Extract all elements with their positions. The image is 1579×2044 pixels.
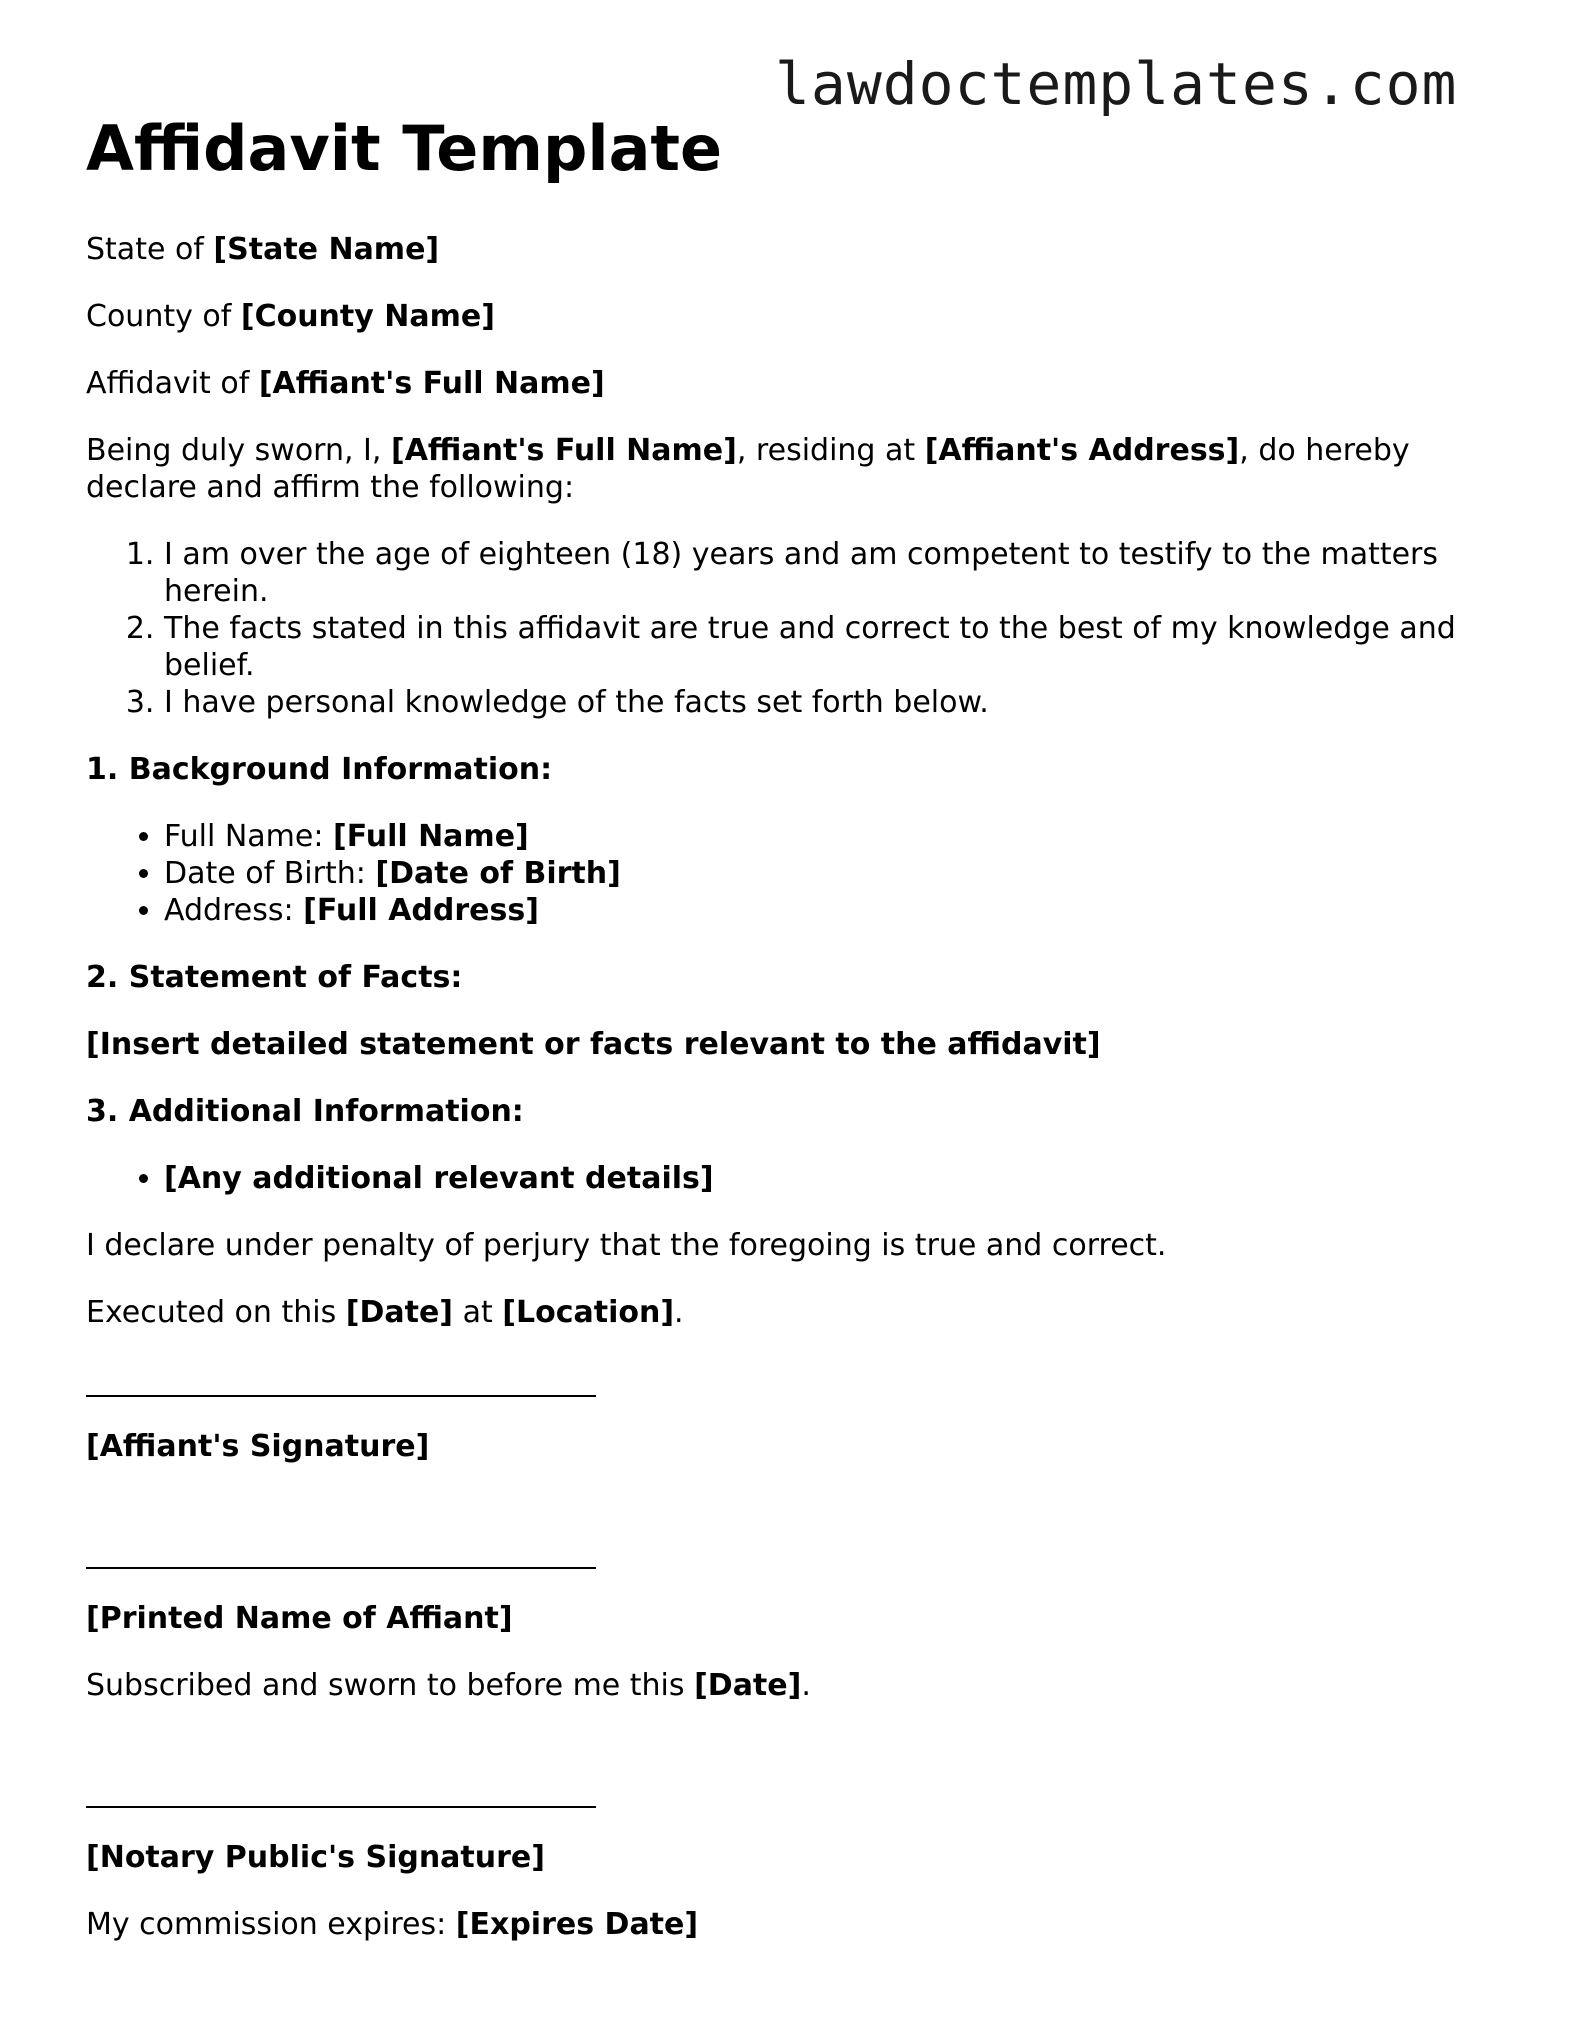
intro-text-3: , do hereby declare and affirm the following: [86,433,1410,505]
state-label: State of [86,232,204,267]
subscribed-text-1: Subscribed and sworn to before me this [86,1668,685,1703]
site-watermark: lawdoctemplates.com [775,50,1458,118]
list-item-label: Date of Birth: [164,856,366,891]
affiant-signature-line [86,1361,1506,1398]
executed-location-placeholder: [Location] [502,1295,675,1330]
list-item-placeholder: [Full Address] [303,893,539,928]
subscribed-text-2: . [801,1668,811,1703]
county-placeholder: [County Name] [240,299,495,334]
intro-paragraph [86,432,1506,506]
statement-placeholder [86,1026,1506,1063]
section3-heading-text: 3. Additional Information: [86,1094,524,1129]
affiant-name-placeholder: [Affiant's Full Name] [258,366,605,401]
state-line [86,231,1506,268]
county-label: County of [86,299,232,334]
list-item-placeholder: [Full Name] [333,819,529,854]
document-title: Affidavit Template [86,112,723,185]
section1-heading-text: 1. Background Information: [86,752,553,787]
declaration-item: 1. I am over the age of eighteen (18) years and am competent to testify to the matters herein. [164,536,1506,610]
section2-heading [86,959,1506,996]
affidavit-of-line [86,365,1506,402]
commission-line [86,1906,1506,1943]
section1-heading [86,751,1506,788]
intro-name-placeholder: [Affiant's Full Name] [391,433,737,468]
intro-text-1: Being duly sworn, I, [86,433,382,468]
perjury-statement: I declare under penalty of perjury that the foregoing is true and correct. [86,1228,1167,1263]
subscribed-line [86,1667,1506,1704]
executed-text-1: Executed on this [86,1295,337,1330]
executed-text-3: . [674,1295,684,1330]
list-item [164,855,1506,892]
list-item-label: Full Name: [164,819,324,854]
list-item-placeholder: [Any additional relevant details] [164,1161,714,1196]
declaration-item: 2. The facts stated in this affidavit are true and correct to the best of my knowledge and belief. [164,610,1506,684]
notary-signature-label [86,1839,1506,1876]
additional-list [86,1160,1506,1197]
subscribed-date-placeholder: [Date] [694,1668,802,1703]
list-item-label: Address: [164,893,294,928]
commission-date-placeholder: [Expires Date] [455,1907,699,1942]
statement-placeholder-text: [Insert detailed statement or facts relevant to the affidavit] [86,1027,1101,1062]
executed-date-placeholder: [Date] [345,1295,454,1330]
list-item [164,818,1506,855]
commission-label: My commission expires: [86,1907,447,1942]
section3-heading [86,1093,1506,1130]
affidavit-document [86,105,1506,1973]
executed-text-2: at [462,1295,493,1330]
declarations-list [86,536,1506,721]
notary-signature-text: [Notary Public's Signature] [86,1840,545,1875]
intro-address-placeholder: [Affiant's Address] [924,433,1240,468]
notary-signature-line [86,1772,1506,1809]
list-item [164,1160,1506,1197]
affidavit-of-label: Affidavit of [86,366,250,401]
printed-name-line [86,1533,1506,1570]
printed-name-label [86,1600,1506,1637]
list-item [164,892,1506,929]
affiant-signature-text: [Affiant's Signature] [86,1429,430,1464]
declaration-item: 3. I have personal knowledge of the facts set forth below. [164,684,1506,721]
section2-heading-text: 2. Statement of Facts: [86,960,463,995]
intro-text-2: , residing at [736,433,916,468]
background-list [86,818,1506,929]
county-line [86,298,1506,335]
state-placeholder: [State Name] [213,232,440,267]
list-item-placeholder: [Date of Birth] [375,856,621,891]
affiant-signature-label [86,1428,1506,1465]
executed-line [86,1294,1506,1331]
printed-name-text: [Printed Name of Affiant] [86,1601,513,1636]
